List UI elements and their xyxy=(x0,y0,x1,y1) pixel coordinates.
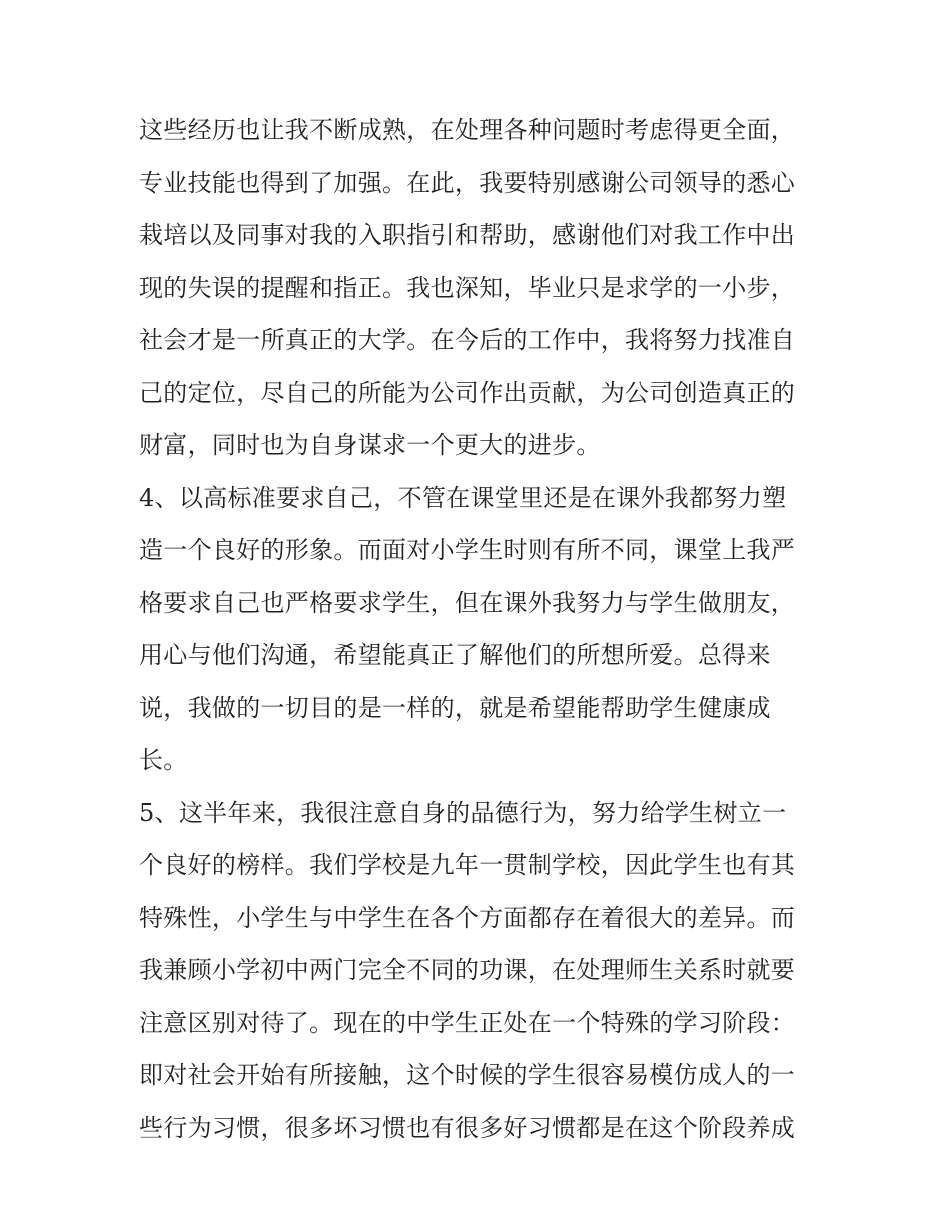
text-line-20: 些行为习惯，很多坏习惯也有很多好习惯都是在这个阶段养成 xyxy=(139,1113,796,1142)
text-line-16: 特殊性，小学生与中学生在各个方面都存在着很大的差异。而 xyxy=(139,903,796,932)
text-line-13: 长。 xyxy=(139,746,188,774)
text-line-12: 说，我做的一切目的是一样的，就是希望能帮助学生健康成 xyxy=(139,693,771,722)
text-line-2: 专业技能也得到了加强。在此，我要特别感谢公司领导的悉心 xyxy=(139,168,796,197)
text-line-8: 4、以高标准要求自己，不管在课堂里还是在课外我都努力塑 xyxy=(139,483,787,512)
text-line-4: 现的失误的提醒和指正。我也深知，毕业只是求学的一小步， xyxy=(139,273,796,302)
text-line-9: 造一个良好的形象。而面对小学生时则有所不同，课堂上我严 xyxy=(139,536,796,564)
text-line-19: 即对社会开始有所接触，这个时候的学生很容易模仿成人的一 xyxy=(139,1061,796,1089)
text-line-18: 注意区别对待了。现在的中学生正处在一个特殊的学习阶段： xyxy=(139,1008,796,1037)
text-line-3: 栽培以及同事对我的入职指引和帮助，感谢他们对我工作中出 xyxy=(139,221,796,249)
text-line-5: 社会才是一所真正的大学。在今后的工作中，我将努力找准自 xyxy=(139,326,796,354)
text-line-17: 我兼顾小学初中两门完全不同的功课，在处理师生关系时就要 xyxy=(139,956,796,984)
text-line-1: 这些经历也让我不断成熟，在处理各种问题时考虑得更全面， xyxy=(139,116,796,144)
text-line-14: 5、这半年来，我很注意自身的品德行为，努力给学生树立一 xyxy=(139,798,787,827)
text-line-11: 用心与他们沟通，希望能真正了解他们的所想所爱。总得来 xyxy=(139,641,771,669)
text-line-7: 财富，同时也为自身谋求一个更大的进步。 xyxy=(139,431,601,459)
text-line-15: 个良好的榜样。我们学校是九年一贯制学校，因此学生也有其 xyxy=(139,851,796,879)
body-text xyxy=(139,104,819,1154)
text-line-6: 己的定位，尽自己的所能为公司作出贡献，为公司创造真正的 xyxy=(139,378,796,407)
text-line-10: 格要求自己也严格要求学生，但在课外我努力与学生做朋友， xyxy=(139,588,796,617)
